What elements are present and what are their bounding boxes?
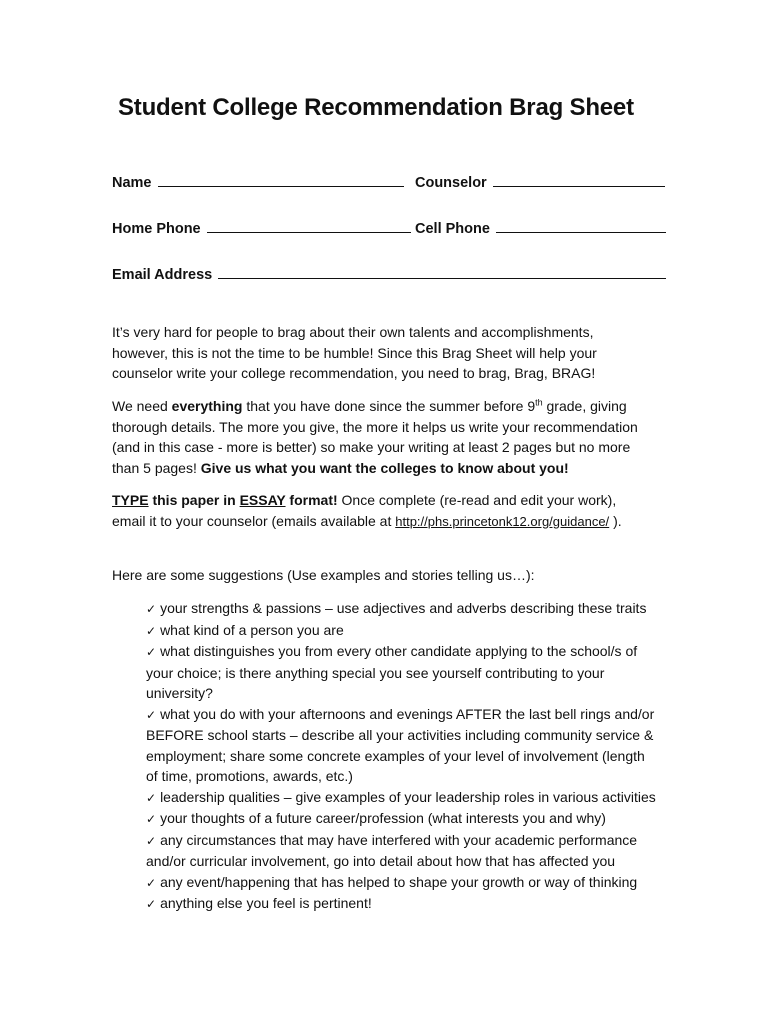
requirements-line: (and in this case - more is better) so make your writing at least 2 pages but no more [112, 439, 631, 455]
suggestion-text: and/or curricular involvement, go into detail about how that has affected you [146, 853, 616, 869]
email-line[interactable] [218, 266, 666, 279]
superscript-th: th [535, 397, 543, 408]
cell-phone-field [415, 220, 666, 237]
suggestion-line [146, 872, 676, 894]
suggestion-line [146, 766, 676, 787]
suggestion-text: anything else you feel is pertinent! [160, 895, 372, 911]
suggestion-item [146, 830, 676, 872]
text-run: We need [112, 398, 172, 414]
suggestion-item [146, 641, 676, 704]
format-paragraph [112, 490, 672, 532]
checkmark-icon: ✓ [146, 602, 157, 616]
suggestions-heading: Here are some suggestions (Use examples and stories telling us…): [112, 567, 535, 583]
home-phone-label: Home Phone [112, 221, 201, 237]
suggestion-line [146, 893, 676, 915]
checkmark-icon: ✓ [146, 645, 157, 659]
intro-line: counselor write your college recommendation, you need to brag, Brag, BRAG! [112, 365, 596, 381]
suggestion-text: employment; share some concrete examples of your level of involvement (length [146, 747, 645, 764]
requirements-line: thorough details. The more you give, the more it helps us write your recommendation [112, 418, 638, 435]
suggestion-text: any circumstances that may have interfered with your academic performance [160, 831, 638, 848]
suggestion-line [146, 598, 676, 620]
suggestion-item [146, 893, 676, 915]
email-label: Email Address [112, 267, 213, 283]
emphasis-essay: ESSAY [239, 492, 286, 508]
emphasis-everything: everything [171, 398, 243, 414]
emphasis-type: TYPE [112, 492, 149, 508]
suggestion-text: what kind of a person you are [160, 621, 344, 638]
text-run: ). [609, 512, 622, 529]
suggestion-text: of time, promotions, awards, etc.) [146, 768, 353, 784]
suggestion-text: what you do with your afternoons and evenings AFTER the last bell rings and/or [160, 705, 655, 722]
suggestion-text: any event/happening that has helped to shape your growth or way of thinking [160, 873, 638, 890]
emphasis-mid: this paper in [148, 492, 240, 508]
requirements-paragraph [112, 396, 672, 478]
guidance-link[interactable]: http://phs.princetonk12.org/guidance/ [395, 513, 610, 529]
suggestion-line [146, 683, 676, 704]
checkmark-icon: ✓ [146, 833, 157, 848]
checkmark-icon: ✓ [146, 707, 157, 722]
intro-paragraph [112, 322, 672, 384]
home-phone-line[interactable] [207, 220, 411, 233]
suggestion-text: leadership qualities – give examples of your leadership roles in various activities [160, 788, 656, 805]
emphasis-colleges: Give us what you want the colleges to know about you! [200, 459, 569, 476]
suggestion-item [146, 872, 676, 894]
suggestion-item [146, 704, 676, 787]
checkmark-icon: ✓ [146, 875, 157, 890]
format-line [112, 490, 672, 511]
text-run: Once complete (re-read and edit your work), [337, 492, 617, 508]
suggestion-text: university? [146, 685, 213, 701]
text-run: grade, giving [542, 398, 627, 414]
cell-phone-line[interactable] [496, 220, 666, 233]
suggestion-line [146, 830, 676, 852]
suggestion-line [146, 663, 676, 684]
suggestion-line [146, 704, 676, 726]
text-run: that you have done since the summer before 9 [242, 398, 536, 414]
suggestion-item [146, 620, 676, 642]
counselor-label: Counselor [415, 175, 487, 191]
suggestion-line [146, 851, 676, 872]
name-line[interactable] [158, 174, 404, 187]
suggestion-line [146, 746, 676, 767]
checkmark-icon: ✓ [146, 623, 157, 638]
name-label: Name [112, 175, 152, 191]
suggestion-text: your thoughts of a future career/profession (what interests you and why) [160, 810, 606, 826]
checkmark-icon: ✓ [146, 812, 157, 826]
checkmark-icon: ✓ [146, 790, 157, 805]
text-run: than 5 pages! [112, 459, 201, 476]
suggestion-item [146, 808, 676, 830]
suggestion-line [146, 787, 676, 809]
counselor-line[interactable] [493, 174, 665, 187]
emphasis-format: format! [285, 492, 338, 508]
email-field [112, 266, 666, 283]
checkmark-icon: ✓ [146, 897, 157, 911]
suggestion-line [146, 725, 676, 746]
suggestion-line [146, 620, 676, 642]
suggestion-text: BEFORE school starts – describe all your activities including community service & [146, 727, 654, 743]
suggestion-text: your strengths & passions – use adjectives and adverbs describing these traits [160, 600, 647, 616]
suggestion-line [146, 641, 676, 663]
page-title: Student College Recommendation Brag Sheet [118, 94, 634, 121]
suggestion-text: your choice; is there anything special you see yourself contributing to your [146, 664, 605, 681]
suggestion-item [146, 598, 676, 620]
suggestion-line [146, 808, 676, 830]
intro-line: It’s very hard for people to brag about their own talents and accomplishments, [112, 324, 594, 340]
format-line [112, 511, 672, 533]
requirements-line [112, 396, 672, 417]
suggestions-list [146, 598, 676, 915]
requirements-line [112, 458, 672, 479]
name-field [112, 174, 404, 191]
cell-phone-label: Cell Phone [415, 221, 490, 237]
suggestion-text: what distinguishes you from every other candidate applying to the school/s of [160, 643, 638, 659]
home-phone-field [112, 220, 411, 237]
intro-line: however, this is not the time to be humble! Since this Brag Sheet will help your [112, 344, 597, 361]
suggestion-item [146, 787, 676, 809]
text-run: email it to your counselor (emails available at [112, 512, 396, 529]
counselor-field [415, 174, 665, 191]
